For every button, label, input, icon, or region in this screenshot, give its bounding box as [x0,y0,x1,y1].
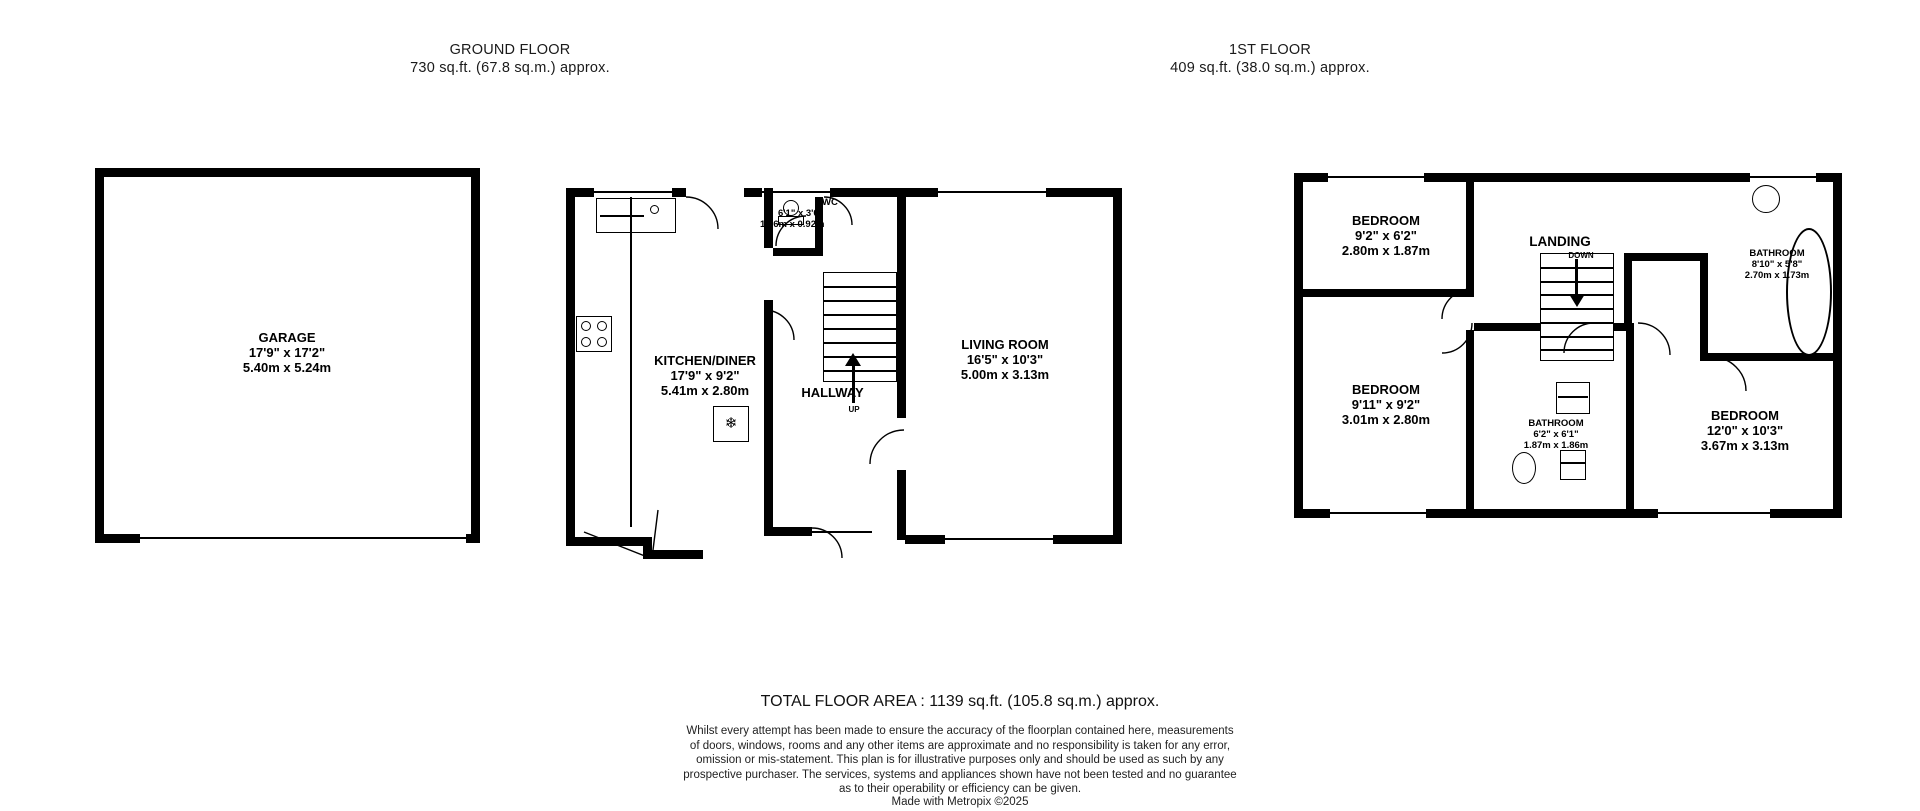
room-label-landing [1490,234,1630,249]
wc-dim-imperial: 6'1" x 3'0" [778,208,824,219]
bathroom-ensuite-name: BATHROOM [1528,418,1584,429]
first-floor-title-text: 1ST FLOOR [1228,42,1312,58]
bathroom-main-dim-imperial: 8'10" x 5'8" [1751,259,1803,270]
kitchen-dim-imperial: 17'9" x 9'2" [670,368,740,383]
bathroom-ensuite-dim-metric: 1.87m x 1.86m [1523,440,1589,451]
room-label-bedroom-3 [1650,408,1840,453]
gf-wall-hall-living-2 [897,470,906,540]
gf-window-kitchen [594,191,672,193]
garage-dim-imperial: 17'9" x 17'2" [248,345,326,360]
gf-window-living-top [938,191,1046,193]
gf-wall-top-mid1 [672,188,686,197]
gf-wall-kitchen-hall-2 [764,300,773,535]
bedroom3-dim-metric: 3.67m x 3.13m [1700,438,1790,453]
metropix-credit [0,796,1920,808]
stairs-down-arrow-shaft [1575,259,1578,297]
ff-wall-bathroom-left [1700,253,1708,361]
bedroom2-name: BEDROOM [1352,382,1420,397]
hob-ring-3-icon [581,337,591,347]
kitchen-dim-metric: 5.41m x 2.80m [660,383,750,398]
room-label-bathroom-main [1712,248,1842,281]
gf-front-door-opening [812,531,872,533]
hallway-name: HALLWAY [801,385,864,400]
bedroom3-dim-imperial: 12'0" x 10'3" [1706,423,1784,438]
ff-wall-bathroom-bottom [1700,353,1842,361]
disclaimer-line-2: of doors, windows, rooms and any other items are approximate and no responsibility is taken for any error, [689,739,1231,752]
garage-door-opening [140,537,466,539]
hob-ring-2-icon [597,321,607,331]
kitchen-hob-icon [576,316,612,352]
gf-window-living-bottom [945,538,1053,540]
wc-dim-metric: 1.86m x 0.92m [760,219,825,230]
ensuite-shower-tray-icon [1556,382,1590,414]
ensuite-toilet-lid [1560,462,1586,464]
bedroom1-name: BEDROOM [1352,213,1420,228]
ff-wall-bed1-bed2 [1303,289,1471,297]
garage-wall-right [471,168,480,543]
ff-wall-bottom-left [1294,509,1330,518]
bedroom2-dim-imperial: 9'11" x 9'2" [1351,397,1421,412]
ff-wall-landing-right [1624,253,1632,331]
disclaimer-line-5: as to their operability or efficiency can be given. [838,783,1082,795]
ensuite-toilet-icon [1560,450,1586,480]
ff-wall-left [1294,173,1303,518]
bedroom3-name: BEDROOM [1711,408,1779,423]
ff-window-bed3 [1658,512,1770,514]
metropix-credit-text: Made with Metropix ©2025 [891,796,1029,808]
gf-wall-top-mid2 [744,188,762,197]
gf-wall-top-mid3 [830,188,938,197]
landing-name: LANDING [1529,234,1591,249]
garage-name: GARAGE [258,330,316,345]
ensuite-basin-icon [1512,452,1536,484]
gf-wall-top-right [1046,188,1122,197]
room-label-living-room [880,337,1130,382]
first-floor-area-text: 409 sq.ft. (38.0 sq.m.) approx. [1170,60,1370,76]
living-dim-metric: 5.00m x 3.13m [960,367,1050,382]
bedroom1-dim-metric: 2.80m x 1.87m [1341,243,1431,258]
disclaimer-line-4: prospective purchaser. The services, systems and appliances shown have not been tested and no guarantee [683,768,1237,781]
ff-wall-landing-top-right [1632,253,1708,261]
garage-wall-bottom-right-stub [466,534,480,543]
total-floor-area-text: TOTAL FLOOR AREA : 1139 sq.ft. (105.8 sq.m.) approx. [760,693,1160,710]
wc-name: WC [822,197,838,208]
ff-window-bed2 [1330,512,1426,514]
stairs-down-arrow-head-icon [1569,294,1585,307]
ff-wall-right [1833,173,1842,518]
gf-wall-bottom-living-left [905,535,945,544]
ground-floor-title-text: GROUND FLOOR [449,42,571,58]
gf-wall-bottom-left [566,537,652,546]
kitchen-name: KITCHEN/DINER [654,353,756,368]
living-dim-imperial: 16'5" x 10'3" [966,352,1044,367]
bathroom-ensuite-dim-imperial: 6'2" x 6'1" [1533,429,1579,440]
ff-wall-bed1-landing [1466,173,1474,297]
gf-wall-wc-bottom [773,248,823,256]
stairs-down-marker: DOWN [1568,251,1594,260]
bedroom1-dim-imperial: 9'2" x 6'2" [1355,228,1417,243]
kitchen-worktop-line [600,215,644,217]
bedroom2-dim-metric: 3.01m x 2.80m [1341,412,1431,427]
room-label-garage [147,330,427,375]
disclaimer-line-3: omission or mis-statement. This plan is for illustrative purposes only and should be used as such by any [696,754,1224,766]
living-name: LIVING ROOM [961,337,1049,352]
gf-wall-hall-living [897,188,906,418]
bathroom-basin-icon [1752,185,1780,213]
ground-floor-area-text: 730 sq.ft. (67.8 sq.m.) approx. [410,60,610,76]
total-floor-area [0,693,1920,711]
kitchen-sink-bowl-icon [650,205,659,214]
disclaimer [610,724,1310,797]
ff-wall-bed2-landing [1466,330,1474,518]
ff-wall-bottom-right [1770,509,1842,518]
bathroom-main-dim-metric: 2.70m x 1.73m [1744,270,1810,281]
ff-wall-bottom-mid [1426,509,1658,518]
garage-wall-top [95,168,480,177]
garage-wall-left [95,168,104,543]
room-label-bathroom-ensuite [1476,418,1636,451]
garage-wall-bottom-left-stub [95,534,140,543]
room-label-hallway [760,385,905,400]
gf-wall-bottom-living-right [1053,535,1122,544]
hob-ring-4-icon [597,337,607,347]
room-label-wc [760,197,890,230]
ground-floor-title [330,41,690,77]
hob-ring-1-icon [581,321,591,331]
gf-wall-entry-bottom [643,550,703,559]
garage-dim-metric: 5.40m x 5.24m [242,360,332,375]
room-label-bedroom-1 [1306,213,1466,258]
kitchen-fridge-icon: ❄ [713,406,749,442]
ff-window-bathroom [1750,176,1816,178]
stairs-up-marker: UP [848,405,860,414]
room-label-bedroom-2 [1306,382,1466,427]
ensuite-shower-diag [1558,396,1588,398]
disclaimer-line-1: Whilst every attempt has been made to ensure the accuracy of the floorplan contained here, measurements [686,725,1234,737]
ff-window-bed1 [1328,176,1424,178]
gf-wall-hall-bottom [764,527,812,536]
bathroom-main-name: BATHROOM [1749,248,1805,259]
first-floor-title [1090,41,1450,77]
